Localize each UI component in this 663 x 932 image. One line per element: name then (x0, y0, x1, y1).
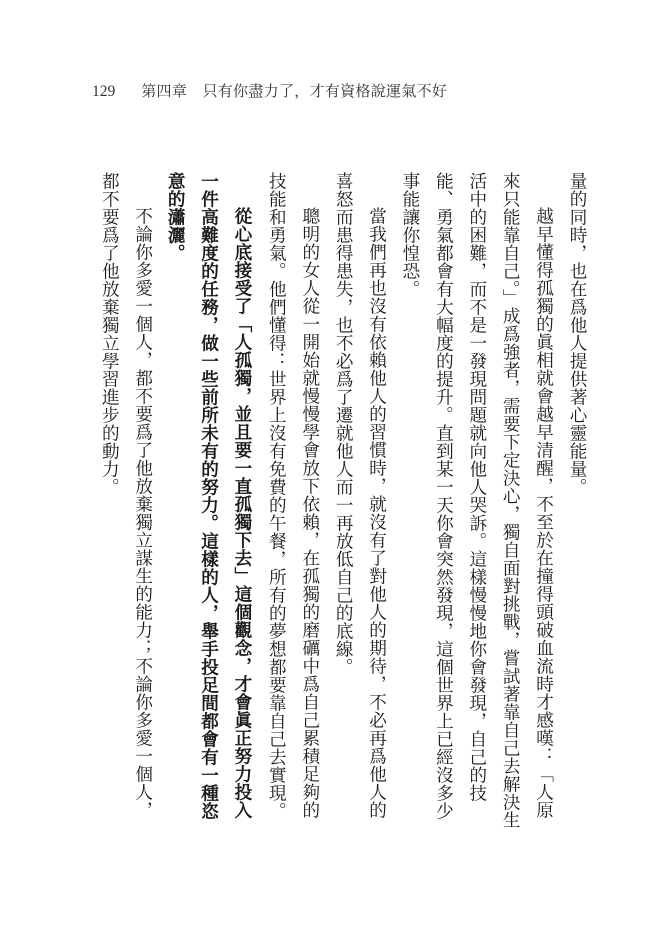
paragraph-6: 不論你多愛一個人，都不要爲了他放棄獨立謀生的能力；不論你多愛一個人，都不要爲了他放棄獨立學習進步的動力。 (99, 172, 153, 820)
chapter-title: 第四章 只有你盡力了，才有資格說運氣不好 (141, 82, 448, 100)
paragraph-2: 越早懂得孤獨的眞相就會越早清醒，不至於在撞得頭破血流時才感嘆：「人原來只能靠自己。」成爲強者，需要下定決心，獨自面對挑戰，嘗試著靠自己去解決生活中的困難，而不是一發現問題就向他人哭訴。這樣慢慢地你會發現，自己的技能、勇氣都會有大幅度的提升。直到某一天你會突然發現，這個世界上已經沒多少事能讓你惶恐。 (399, 172, 554, 830)
paragraph-3: 當我們再也沒有依賴他人的習慣時，就沒有了對他人的期待，不必再爲他人的喜怒而患得患失，也不必爲了遷就他人而一再放低自己的底線。 (333, 172, 387, 820)
paragraph-1: 量的同時，也在爲他人提供著心靈能量。 (567, 172, 587, 496)
body-text (73, 172, 593, 832)
page-number: 129 (92, 83, 116, 100)
running-header (92, 80, 592, 104)
paragraph-4: 聰明的女人從一開始就慢慢學會放下依賴，在孤獨的磨礪中爲自己累積足夠的技能和勇氣。他們懂得：世界上沒有免費的午餐，所有的夢想都要靠自己去實現。 (266, 172, 320, 820)
paragraph-5-emphasis: 從心底接受了「人孤獨，並且要一直孤獨下去」這個觀念，才會眞正努力投入一件高難度的任務，做一些前所未有的努力。這樣的人，舉手投足間都會有一種恣意的瀟灑。 (165, 172, 253, 820)
